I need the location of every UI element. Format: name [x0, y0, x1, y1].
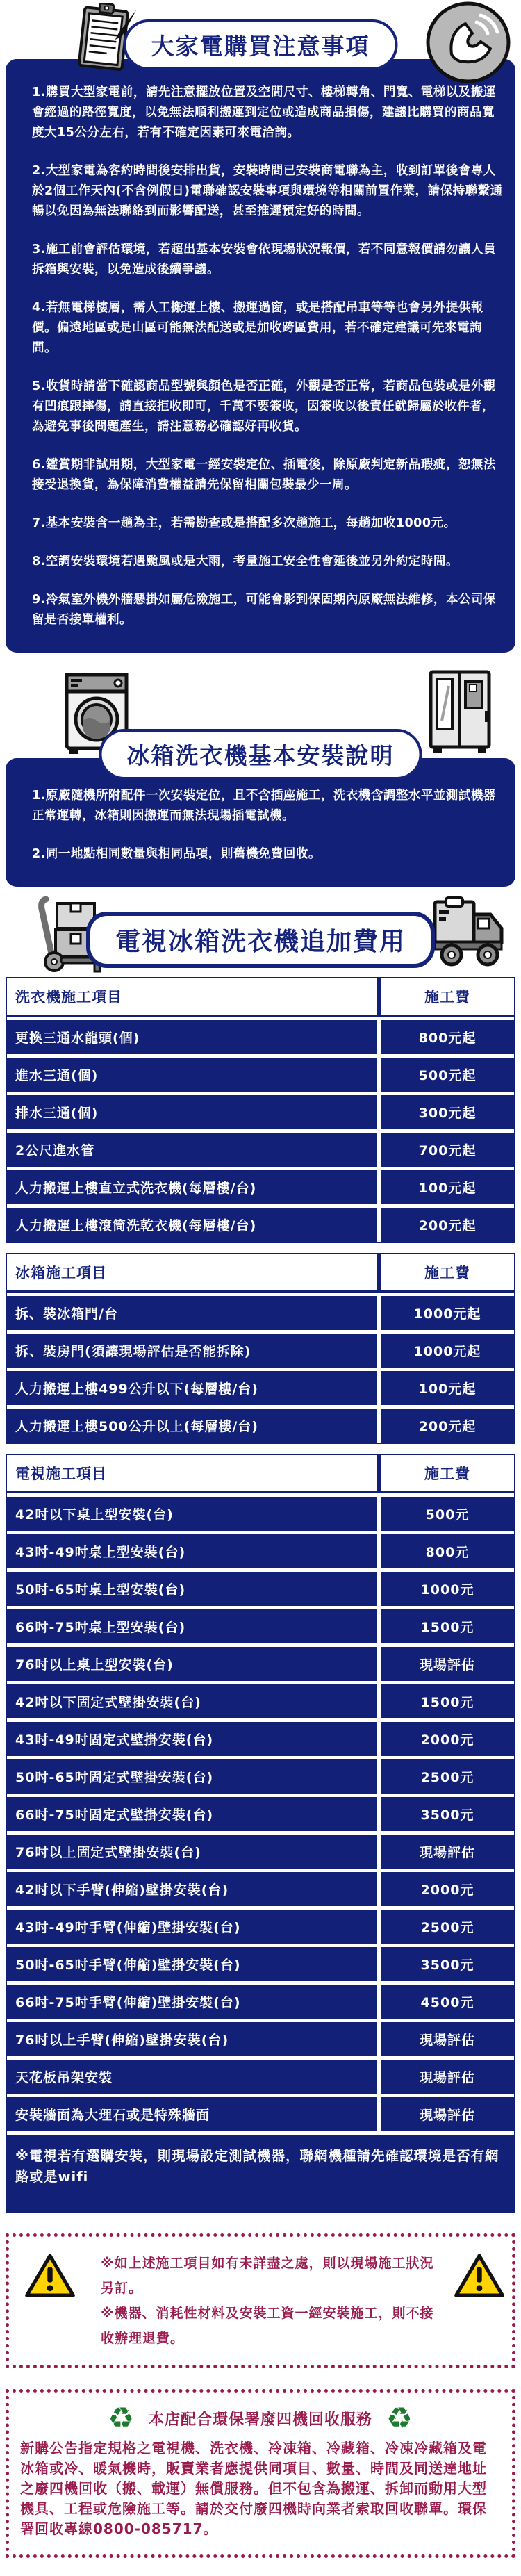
recycle-title: 本店配合環保署廢四機回收服務 — [148, 2411, 372, 2429]
table-row — [7, 1609, 514, 1643]
table-header-row — [7, 1455, 514, 1493]
fee-item-label: 42吋以下桌上型安裝(台) — [7, 1497, 377, 1531]
fee-item-label: 拆、裝冰箱門/台 — [7, 1296, 377, 1330]
recycle-body: 新購公告指定規格之電視機、洗衣機、冷凍箱、冷藏箱、冷凍冷藏箱及電冰箱或冷、暖氣機時，販賣業者應提供同項目、數量、時間及同送達地址之廢四機回收（搬、載運）無償服務。但不包含為搬運、拆卸而動用大型機具、工程或危險施工等。請於交付廢四機時向業者索取回收聯單。環保署回收專線0800-085717。 — [20, 2440, 487, 2537]
fee-item-label: 50吋-65吋固定式壁掛安裝(台) — [7, 1759, 377, 1794]
column-header-fee: 施工費 — [377, 978, 514, 1017]
table-row — [7, 1572, 514, 1606]
table-row — [7, 1797, 514, 1831]
recycle-icon: ♻ — [108, 2401, 135, 2435]
section-title-basic-install: 冰箱洗衣機基本安裝說明 — [99, 729, 422, 780]
fee-value: 現場評估 — [381, 1835, 514, 1869]
fee-value: 800元 — [381, 1534, 514, 1568]
fee-value: 300元起 — [381, 1095, 514, 1129]
table-row — [7, 2060, 514, 2094]
tv-fee-table — [6, 1454, 515, 2213]
table-row — [7, 1497, 514, 1531]
purchase-notes-box — [6, 59, 515, 653]
fee-item-label: 50吋-65吋桌上型安裝(台) — [7, 1572, 377, 1606]
column-header-item: 冰箱施工項目 — [7, 1254, 377, 1293]
table-row — [7, 1409, 514, 1443]
list-item: 9.冷氣室外機外牆懸掛如屬危險施工，可能會影到保固期內原廠無法維修，本公司保留是否接單權利。 — [32, 593, 496, 627]
fee-value: 3500元 — [381, 1797, 514, 1831]
fee-item-label: 排水三通(個) — [7, 1095, 377, 1129]
table-row — [7, 2022, 514, 2056]
recycle-header — [20, 2401, 501, 2435]
fee-value: 2500元 — [381, 1910, 514, 1944]
list-item: 1.購買大型家電前，請先注意擺放位置及空間尺寸、樓梯轉角、門寬、電梯以及搬運會經過的路徑寬度，以免無法順利搬運到定位或造成商品損傷，建議比購買的商品寬度大15公分左右，若有不確定因素可來電洽詢。 — [32, 85, 496, 140]
table-row — [7, 1208, 514, 1242]
column-header-fee: 施工費 — [377, 1455, 514, 1493]
list-item: 3.施工前會評估環境，若超出基本安裝會依現場狀況報價，若不同意報價請勿讓人員拆箱與安裝，以免造成後續爭議。 — [32, 243, 496, 277]
fee-value: 現場評估 — [381, 2060, 514, 2094]
fee-value: 3500元 — [381, 1947, 514, 1981]
column-header-fee: 施工費 — [377, 1254, 514, 1293]
fee-value: 800元起 — [381, 1020, 514, 1054]
fee-value: 200元起 — [381, 1208, 514, 1242]
list-item: 2.大型家電為客約時間後安排出貨，安裝時間已安裝商電聯為主，收到訂單後會專人於2個工作天內(不含例假日)電聯確認安裝事項與環境等相關前置作業，請保持聯繫通暢以免因為無法聯絡到而影響配送，甚至推遲預定好的時間。 — [32, 164, 503, 218]
column-header-item: 洗衣機施工項目 — [7, 978, 377, 1017]
additional-fees-section — [6, 887, 515, 2213]
warning-icon — [24, 2252, 76, 2299]
fee-value: 1500元 — [381, 1684, 514, 1718]
fee-value: 100元起 — [381, 1371, 514, 1405]
table-row — [7, 1534, 514, 1568]
table-row — [7, 1334, 514, 1368]
table-row — [7, 1722, 514, 1756]
fee-item-label: 天花板吊架安裝 — [7, 2060, 377, 2094]
table-header-row — [7, 1254, 514, 1293]
fee-value: 4500元 — [381, 1985, 514, 2019]
section-title-purchase-notes: 大家電購買注意事項 — [124, 19, 398, 70]
fee-item-label: 43吋-49吋固定式壁掛安裝(台) — [7, 1722, 377, 1756]
table-row — [7, 1647, 514, 1681]
table-row — [7, 1835, 514, 1869]
fee-value: 1000元起 — [381, 1296, 514, 1330]
fee-value: 現場評估 — [381, 2097, 514, 2131]
fee-item-label: 43吋-49吋手臂(伸縮)壁掛安裝(台) — [7, 1910, 377, 1944]
column-header-item: 電視施工項目 — [7, 1455, 377, 1493]
list-item: 5.收貨時請當下確認商品型號與顏色是否正確，外觀是否正常，若商品包裝或是外觀有凹痕跟摔傷，請直接拒收即可，千萬不要簽收，因簽收以後責任就歸屬於收件者，為避免事後問題產生，請注意務必確認好再收貨。 — [32, 379, 496, 434]
list-item: 6.鑑賞期非試用期，大型家電一經安裝定位、插電後，除原廠判定新品瑕疵，恕無法接受退換貨，為保障消費權益請先保留相關包裝最少一周。 — [32, 458, 496, 492]
fee-value: 1500元 — [381, 1609, 514, 1643]
table-row — [7, 1133, 514, 1167]
table-row — [7, 1058, 514, 1092]
recycle-icon: ♻ — [386, 2401, 413, 2435]
fee-value: 2500元 — [381, 1759, 514, 1794]
warning-icon — [454, 2252, 505, 2299]
table-row — [7, 1759, 514, 1794]
fee-item-label: 拆、裝房門(須讓現場評估是否能拆除) — [7, 1334, 377, 1368]
delivery-truck-icon — [431, 896, 507, 967]
table-row — [7, 1872, 514, 1906]
list-item: 1.原廠隨機所附配件一次安裝定位，且不含插座施工，洗衣機含調整水平並測試機器正常運轉，冰箱則因搬運而無法現場插電試機。 — [32, 789, 496, 823]
fee-item-label: 42吋以下手臂(伸縮)壁掛安裝(台) — [7, 1872, 377, 1906]
table-footnote: ※電視若有選購安裝，則現場設定測試機器，聯網機種請先確認環境是否有網路或是wifi — [7, 2135, 514, 2211]
fee-item-label: 66吋-75吋手臂(伸縮)壁掛安裝(台) — [7, 1985, 377, 2019]
fee-value: 2000元 — [381, 1872, 514, 1906]
basic-install-section — [6, 653, 515, 887]
table-row — [7, 1684, 514, 1718]
fee-item-label: 66吋-75吋桌上型安裝(台) — [7, 1609, 377, 1643]
fee-value: 500元起 — [381, 1058, 514, 1092]
washer-fee-table — [6, 977, 515, 1243]
list-item: ※機器、消耗性材料及安裝工資一經安裝施工，則不接收辦理退費。 — [101, 2306, 434, 2346]
fee-item-label: 42吋以下固定式壁掛安裝(台) — [7, 1684, 377, 1718]
list-item: ※如上述施工項目如有未詳盡之處，則以現場施工狀況另訂。 — [101, 2256, 434, 2296]
fee-item-label: 2公尺進水管 — [7, 1133, 377, 1167]
fee-item-label: 76吋以上桌上型安裝(台) — [7, 1647, 377, 1681]
fee-value: 2000元 — [381, 1722, 514, 1756]
fee-item-label: 43吋-49吋桌上型安裝(台) — [7, 1534, 377, 1568]
fee-item-label: 人力搬運上樓500公升以上(每層樓/台) — [7, 1409, 377, 1443]
fee-value: 200元起 — [381, 1409, 514, 1443]
list-item: 2.同一地點相同數量與相同品項，則舊機免費回收。 — [32, 847, 321, 861]
fee-value: 現場評估 — [381, 1647, 514, 1681]
table-row — [7, 2097, 514, 2131]
table-row — [7, 1371, 514, 1405]
table-row — [7, 1170, 514, 1204]
list-item: 4.若無電梯樓層，需人工搬運上樓、搬運過窗，或是搭配吊車等等也會另外提供報價。偏遠地區或是山區可能無法配送或是加收跨區費用，若不確定建議可先來電詢問。 — [32, 301, 483, 355]
fee-value: 現場評估 — [381, 2022, 514, 2056]
table-row — [7, 1020, 514, 1054]
table-header-row — [7, 978, 514, 1017]
purchase-notes-section — [6, 0, 515, 653]
fee-item-label: 進水三通(個) — [7, 1058, 377, 1092]
fee-item-label: 人力搬運上樓499公升以下(每層樓/台) — [7, 1371, 377, 1405]
fee-item-label: 更換三通水龍頭(個) — [7, 1020, 377, 1054]
recycle-box — [6, 2389, 515, 2558]
fee-item-label: 66吋-75吋固定式壁掛安裝(台) — [7, 1797, 377, 1831]
fridge-fee-table — [6, 1253, 515, 1444]
table-row — [7, 1910, 514, 1944]
fee-value: 1000元起 — [381, 1334, 514, 1368]
fee-item-label: 人力搬運上樓滾筒洗乾衣機(每層樓/台) — [7, 1208, 377, 1242]
list-item: 7.基本安裝含一趟為主，若需勘查或是搭配多次趟施工，每趟加收1000元。 — [32, 516, 456, 530]
fee-value: 700元起 — [381, 1133, 514, 1167]
table-row — [7, 1296, 514, 1330]
fee-item-label: 人力搬運上樓直立式洗衣機(每層樓/台) — [7, 1170, 377, 1204]
fee-value: 100元起 — [381, 1170, 514, 1204]
list-item: 8.空調安裝環境若遇颱風或是大雨，考量施工安全性會延後並另外約定時間。 — [32, 555, 458, 568]
section-title-additional-fees: 電視冰箱洗衣機追加費用 — [86, 912, 435, 968]
fee-item-label: 安裝牆面為大理石或是特殊牆面 — [7, 2097, 377, 2131]
fee-item-label: 50吋-65吋手臂(伸縮)壁掛安裝(台) — [7, 1947, 377, 1981]
table-row — [7, 1095, 514, 1129]
fee-value: 500元 — [381, 1497, 514, 1531]
fee-item-label: 76吋以上固定式壁掛安裝(台) — [7, 1835, 377, 1869]
fee-item-label: 76吋以上手臂(伸縮)壁掛安裝(台) — [7, 2022, 377, 2056]
table-row — [7, 1985, 514, 2019]
warning-box — [6, 2233, 515, 2368]
fee-value: 1000元 — [381, 1572, 514, 1606]
table-row — [7, 1947, 514, 1981]
warning-lines — [101, 2251, 443, 2351]
refrigerator-icon — [427, 669, 493, 755]
phone-icon — [425, 1, 511, 83]
